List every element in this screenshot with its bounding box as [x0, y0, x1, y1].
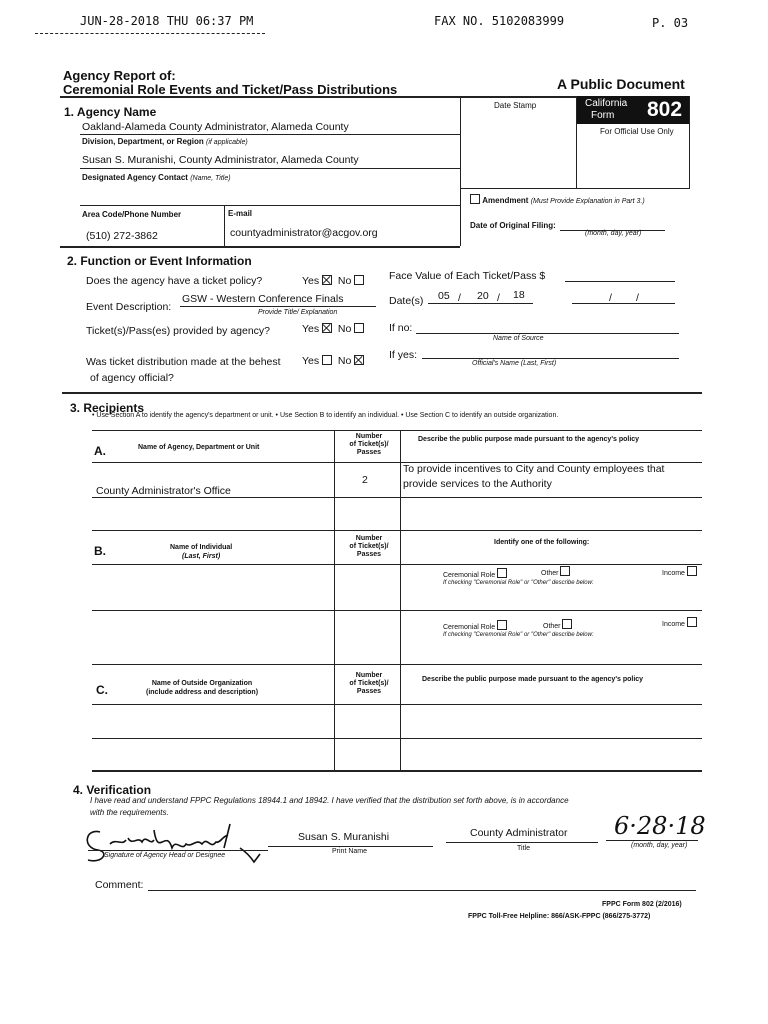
c-number-label-line2: of Ticket(s)/: [349, 680, 389, 687]
division-value: Susan S. Muranishi, County Administrator, Alameda County: [82, 154, 359, 166]
amendment-label: Amendment: [482, 196, 529, 205]
provided-options: [302, 323, 364, 335]
provided-yes-checkbox[interactable]: [322, 323, 332, 333]
b1-income[interactable]: [662, 566, 697, 577]
policy-yes-label: Yes: [302, 275, 320, 287]
phone-label: Area Code/Phone Number: [82, 210, 182, 219]
b2-income-label: Income: [662, 621, 685, 628]
c-number-label-line1: Number: [355, 672, 383, 679]
b1-income-checkbox[interactable]: [687, 566, 697, 576]
amendment-row[interactable]: [470, 194, 645, 205]
ticket-policy-options: [302, 275, 364, 287]
date-year: 18: [513, 289, 525, 301]
amendment-checkbox[interactable]: [470, 194, 480, 204]
c-number-label-line3: Passes: [356, 688, 382, 695]
fax-number: FAX NO. 5102083999: [434, 14, 565, 28]
division-label-row: [82, 137, 248, 146]
face-value-label: Face Value of Each Ticket/Pass $: [389, 270, 546, 282]
form-badge: [577, 96, 689, 124]
section-b-number-label: [340, 535, 398, 559]
phone-value: (510) 272-3862: [86, 230, 158, 242]
event-description-value: GSW - Western Conference Finals: [182, 293, 344, 305]
b1-other[interactable]: [541, 566, 570, 577]
ticket-policy-question: Does the agency have a ticket policy?: [86, 275, 263, 287]
division-label: Division, Department, or Region: [82, 137, 204, 146]
c-name-label-line1: Name of Outside Organization: [151, 680, 253, 687]
badge-form: Form: [591, 110, 615, 121]
section-a-name-label: Name of Agency, Department or Unit: [138, 444, 260, 451]
b1-ceremonial-label: Ceremonial Role: [443, 572, 496, 579]
section-a-row-name: County Administrator's Office: [96, 485, 231, 497]
official-use-label: For Official Use Only: [600, 127, 674, 136]
behest-no-label: No: [337, 355, 352, 367]
print-name-label: Print Name: [332, 848, 368, 855]
print-name-value: Susan S. Muranishi: [298, 831, 390, 843]
section-c-describe-label: Describe the public purpose made pursuant to the agency's policy: [422, 676, 644, 683]
comment-label: Comment:: [95, 879, 144, 891]
b1-note: If checking "Ceremonial Role" or "Other" describe below:: [443, 580, 594, 586]
footer-form-id: FPPC Form 802 (2/2016): [602, 901, 682, 908]
b2-note: If checking "Ceremonial Role" or "Other" describe below:: [443, 632, 594, 638]
b2-income-checkbox[interactable]: [687, 617, 697, 627]
title-value: County Administrator: [470, 827, 568, 839]
number-label-line2: of Ticket(s)/: [349, 441, 389, 448]
verification-statement-2: with the requirements.: [90, 808, 169, 817]
section-b-name-label: [170, 543, 232, 561]
footer-helpline: FPPC Toll-Free Helpline: 866/ASK-FPPC (866/275-3772): [468, 913, 651, 920]
policy-no-checkbox[interactable]: [354, 275, 364, 285]
section-b-letter: B.: [94, 544, 106, 558]
b1-other-checkbox[interactable]: [560, 566, 570, 576]
number-label-line3: Passes: [356, 449, 382, 456]
number-label-line1: Number: [355, 433, 383, 440]
section3-instructions: • Use Section A to identify the agency's department or unit. • Use Section B to identify an individual. • Use Section C to identify an outside organization.: [92, 412, 559, 419]
section-c-letter: C.: [96, 683, 108, 697]
b-number-label-line1: Number: [355, 535, 383, 542]
official-hint: Official's Name (Last, First): [472, 360, 557, 367]
section-a-describe-label: Describe the public purpose made pursuant to the agency's policy: [418, 436, 640, 443]
dates-label: Date(s): [389, 295, 424, 307]
behest-no-checkbox[interactable]: [354, 355, 364, 365]
fax-page: P. 03: [652, 16, 689, 30]
badge-number: 802: [647, 98, 683, 121]
section-b-identify-label: Identify one of the following:: [494, 539, 590, 546]
date-day: 20: [477, 290, 489, 302]
signature-image: [80, 818, 280, 870]
section-a-number-label: [340, 433, 398, 457]
section-c-name-label: [146, 679, 258, 697]
signed-date-label: (month, day, year): [631, 842, 688, 849]
section-c-number-label: [340, 672, 398, 696]
b1-ceremonial[interactable]: [443, 568, 507, 579]
behest-options: [302, 355, 364, 367]
b2-other-label: Other: [543, 623, 561, 630]
c-name-label-line2: (include address and description): [146, 689, 259, 696]
contact-label: Designated Agency Contact: [82, 173, 188, 182]
event-description-label: Event Description:: [86, 301, 172, 313]
provided-no-label: No: [337, 323, 352, 335]
behest-question-2: of agency official?: [90, 372, 174, 384]
b2-other-checkbox[interactable]: [562, 619, 572, 629]
email-label: E-mail: [228, 209, 253, 218]
title-line1: Agency Report of:: [63, 68, 176, 83]
amendment-note: (Must Provide Explanation in Part 3.): [530, 198, 645, 205]
section-a-row-count: 2: [362, 474, 368, 486]
source-hint: Name of Source: [493, 335, 544, 342]
b2-ceremonial-label: Ceremonial Role: [443, 624, 496, 631]
provided-yes-label: Yes: [302, 323, 320, 335]
division-hint: (if applicable): [206, 139, 248, 146]
contact-label-row: [82, 173, 231, 182]
b2-income[interactable]: [662, 617, 697, 628]
b2-ceremonial[interactable]: [443, 620, 507, 631]
email-value: countyadministrator@acgov.org: [230, 227, 378, 239]
section1-heading: 1. Agency Name: [64, 105, 157, 119]
section3-heading: 3. Recipients: [70, 401, 145, 415]
public-document-label: A Public Document: [557, 76, 685, 92]
contact-hint: (Name, Title): [190, 175, 231, 182]
section-a-row-purpose-1: To provide incentives to City and County employees that: [403, 463, 665, 475]
b-name-label-line2: (Last, First): [182, 553, 221, 560]
policy-yes-checkbox[interactable]: [322, 275, 332, 285]
fax-datetime: JUN-28-2018 THU 06:37 PM: [80, 14, 254, 28]
tickets-provided-question: Ticket(s)/Pass(es) provided by agency?: [86, 325, 271, 337]
b1-ceremonial-checkbox[interactable]: [497, 568, 507, 578]
section-a-letter: A.: [94, 444, 106, 458]
date-month: 05: [438, 290, 450, 302]
signature-label: Signature of Agency Head or Designee: [104, 852, 226, 859]
title-label: Title: [517, 845, 530, 852]
b-number-label-line2: of Ticket(s)/: [349, 543, 389, 550]
if-no-label: If no:: [389, 322, 413, 334]
b2-ceremonial-checkbox[interactable]: [497, 620, 507, 630]
b-number-label-line3: Passes: [356, 551, 382, 558]
badge-state: California: [585, 98, 628, 109]
section-a-row-purpose-2: provide services to the Authority: [403, 478, 552, 490]
section2-heading: 2. Function or Event Information: [67, 254, 252, 268]
orig-filing-hint: (month, day, year): [585, 230, 642, 237]
agency-name-value: Oakland-Alameda County Administrator, Alameda County: [82, 121, 349, 133]
date-stamp-label: Date Stamp: [494, 101, 537, 110]
b2-other[interactable]: [543, 619, 572, 630]
verification-statement-1: I have read and understand FPPC Regulations 18944.1 and 18942. I have verified that the distribution set forth above, is in accordance: [90, 796, 569, 805]
b1-income-label: Income: [662, 570, 685, 577]
event-hint: Provide Title/ Explanation: [258, 309, 338, 316]
behest-yes-label: Yes: [302, 355, 320, 367]
behest-question-1: Was ticket distribution made at the behest: [86, 356, 281, 368]
section4-heading: 4. Verification: [73, 783, 152, 797]
provided-no-checkbox[interactable]: [354, 323, 364, 333]
signed-date-value: 6·28·18: [614, 812, 706, 840]
b-name-label-line1: Name of Individual: [170, 544, 233, 551]
b1-other-label: Other: [541, 570, 559, 577]
behest-yes-checkbox[interactable]: [322, 355, 332, 365]
if-yes-label: If yes:: [389, 349, 418, 361]
orig-filing-label: Date of Original Filing:: [470, 221, 556, 230]
title-line2: Ceremonial Role Events and Ticket/Pass Distributions: [63, 82, 398, 97]
policy-no-label: No: [337, 275, 352, 287]
